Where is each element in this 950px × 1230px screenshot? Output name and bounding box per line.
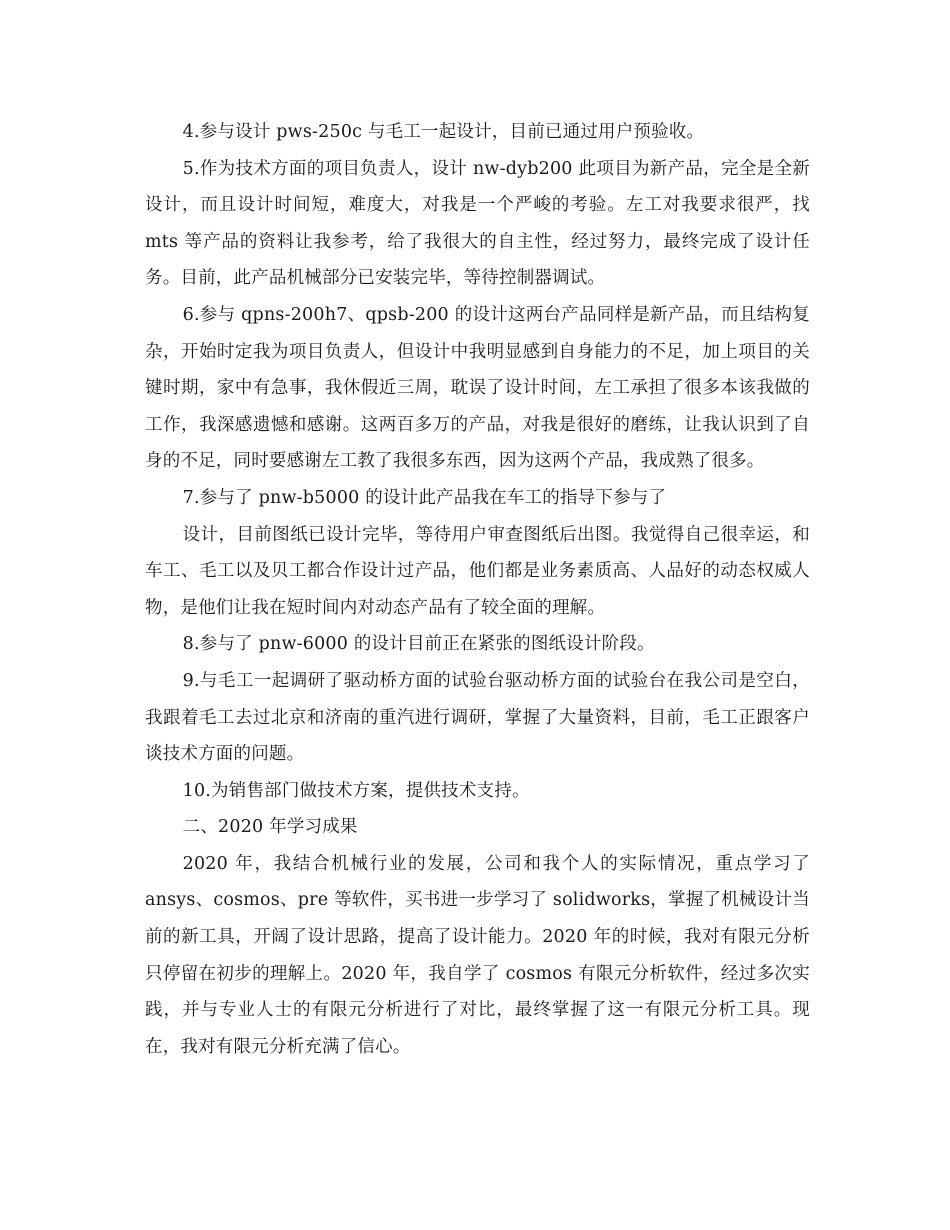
paragraph-item-10: 10.为销售部门做技术方案，提供技术支持。 bbox=[182, 780, 530, 801]
paragraph-item-7-continued: 设计，目前图纸已设计完毕，等待用户审查图纸后出图。我觉得自己很幸运，和车工、毛工以及贝工都合作设计过产品，他们都是业务素质高、人品好的动态权威人物，是他们让我在短时间内对动态产品有了较全面的理解。 bbox=[145, 524, 810, 618]
paragraph-item-9: 9.与毛工一起调研了驱动桥方面的试验台驱动桥方面的试验台在我公司是空白，我跟着毛工去过北京和济南的重汽进行调研，掌握了大量资料，目前，毛工正跟客户谈技术方面的问题。 bbox=[145, 670, 810, 765]
paragraph-item-5: 5.作为技术方面的项目负责人，设计 nw-dyb200 此项目为新产品，完全是全新设计，而且设计时间短，难度大，对我是一个严峻的考验。左工对我要求很严，找 mts 等产品的资料让我参考，给了我很大的自主性，经过努力，最终完成了设计任务。目前，此产品机械部分已安装完毕，等待控制器调试。 bbox=[145, 158, 810, 289]
paragraph-item-6: 6.参与 qpns-200h7、qpsb-200 的设计这两台产品同样是新产品，而且结构复杂，开始时定我为项目负责人，但设计中我明显感到自身能力的不足，加上项目的关键时期，家中有急事，我休假近三周，耽误了设计时间，左工承担了很多本该我做的工作，我深感遗憾和感谢。这两百多万的产品，对我是很好的磨练，让我认识到了自身的不足，同时要感谢左工教了我很多东西，因为这两个产品，我成熟了很多。 bbox=[145, 304, 810, 472]
paragraph-learning-results: 2020 年，我结合机械行业的发展，公司和我个人的实际情况，重点学习了 ansys、cosmos、pre 等软件，买书进一步学习了 solidworks，掌握了机械设计当前的新工具，开阔了设计思路，提高了设计能力。2020 年的时候，我对有限元分析只停留在初步的理解上。2020 年，我自学了 cosmos 有限元分析软件，经过多次实践，并与专业人士的有限元分析进行了对比，最终掌握了这一有限元分析工具。现在，我对有限元分析充满了信心。 bbox=[145, 853, 810, 1057]
paragraph-item-4: 4.参与设计 pws-250c 与毛工一起设计，目前已通过用户预验收。 bbox=[182, 122, 705, 142]
paragraph-item-8: 8.参与了 pnw-6000 的设计目前正在紧张的图纸设计阶段。 bbox=[182, 634, 655, 655]
document-body bbox=[145, 114, 810, 1065]
paragraph-item-7: 7.参与了 pnw-b5000 的设计此产品我在车工的指导下参与了 bbox=[182, 487, 667, 508]
section-heading: 二、2020 年学习成果 bbox=[182, 817, 358, 838]
